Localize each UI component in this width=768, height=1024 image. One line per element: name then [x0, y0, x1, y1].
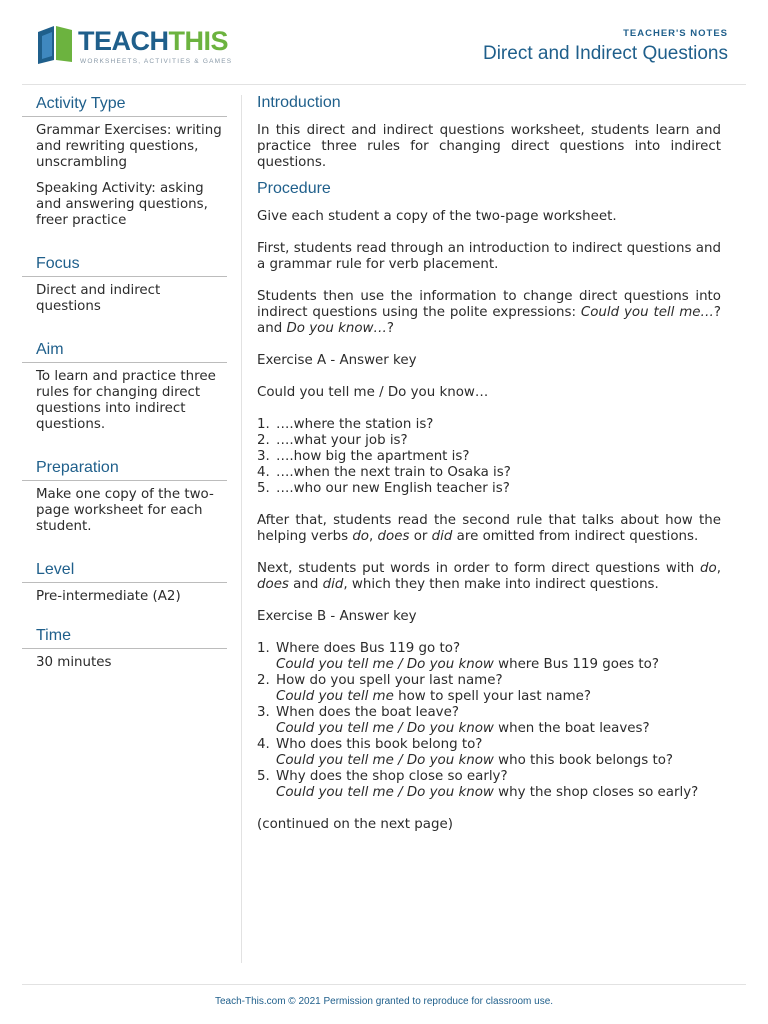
brand-wordmark [78, 26, 228, 57]
text-run: how to spell your last name? [393, 689, 591, 704]
item-text: ….where the station is? [276, 417, 434, 432]
brand-word-this: THIS [168, 26, 229, 56]
text-run-italic: Could you tell me / Do you know [276, 785, 494, 800]
activity-type-section [22, 95, 227, 229]
focus-section [22, 255, 227, 315]
teachers-notes-label: TEACHER'S NOTES [623, 28, 728, 39]
item-question: When does the boat leave? [276, 705, 459, 720]
section-title: Activity Type [22, 95, 227, 117]
continued-note: (continued on the next page) [257, 817, 453, 832]
level-section [22, 561, 227, 605]
section-body [22, 649, 227, 671]
introduction-heading: Introduction [257, 94, 341, 111]
text-run-italic: do [352, 529, 370, 544]
text-run: , [369, 529, 378, 544]
item-answer [257, 785, 721, 801]
text-run-italic: do [700, 561, 717, 576]
list-item [257, 705, 721, 721]
item-answer [257, 689, 721, 705]
list-item [257, 641, 721, 657]
activity-type-item: Grammar Exercises: writing and rewriting questions, unscrambling [36, 123, 222, 170]
item-question: How do you spell your last name? [276, 673, 503, 688]
text-run-italic: Could you tell me [276, 689, 394, 704]
exercise-a-lead: Could you tell me / Do you know… [257, 385, 489, 400]
item-answer [257, 721, 721, 737]
exercise-a-title: Exercise A - Answer key [257, 353, 417, 368]
footer-divider [22, 984, 746, 985]
item-number: 1. [257, 417, 270, 432]
column-divider [241, 95, 242, 963]
section-title: Aim [22, 341, 227, 363]
aim-text: To learn and practice three rules for changing direct questions into indirect questions. [36, 369, 216, 432]
list-item [257, 481, 721, 497]
text-run-italic: Do you know… [286, 321, 387, 336]
text-run-italic: Could you tell me / Do you know [276, 721, 494, 736]
text-run-italic: Could you tell me… [580, 305, 714, 320]
list-item [257, 465, 721, 481]
level-text: Pre-intermediate (A2) [36, 589, 181, 604]
header-divider [22, 84, 746, 85]
sidebar [22, 95, 227, 697]
procedure-paragraph [257, 289, 721, 337]
section-body [22, 363, 227, 433]
time-section [22, 627, 227, 671]
item-answer [257, 657, 721, 673]
footer-copyright: Teach-This.com © 2021 Permission granted to reproduce for classroom use. [214, 996, 554, 1007]
item-number: 3. [257, 705, 270, 720]
brand-word-teach: TEACH [78, 26, 169, 56]
section-body [22, 277, 227, 315]
text-run: and [288, 577, 323, 592]
procedure-paragraph [257, 513, 721, 545]
list-item [257, 449, 721, 465]
item-text: ….how big the apartment is? [276, 449, 470, 464]
text-run: Students then use the information to change direct questions into indirect questions using the polite expressions: [257, 289, 721, 320]
item-number: 4. [257, 737, 270, 752]
exercise-a-list [257, 417, 721, 497]
introduction-text: In this direct and indirect questions worksheet, students learn and practice three rules for changing direct questions into indirect questions. [257, 123, 721, 170]
text-run-italic: does [377, 529, 410, 544]
text-run: who this book belongs to? [493, 753, 674, 768]
item-text: ….when the next train to Osaka is? [276, 465, 511, 480]
section-body [22, 117, 227, 229]
item-number: 2. [257, 433, 270, 448]
item-number: 4. [257, 465, 270, 480]
section-body [22, 481, 227, 535]
list-item [257, 417, 721, 433]
item-answer [257, 753, 721, 769]
text-run-italic: does [257, 577, 289, 592]
item-text: ….who our new English teacher is? [276, 481, 510, 496]
text-run: or [409, 529, 432, 544]
preparation-text: Make one copy of the two-page worksheet for each student. [36, 487, 214, 534]
preparation-section [22, 459, 227, 535]
item-question: Why does the shop close so early? [276, 769, 508, 784]
text-run: Next, students put words in order to form direct questions with [257, 561, 701, 576]
list-item [257, 737, 721, 753]
text-run: why the shop closes so early? [493, 785, 699, 800]
text-run-italic: did [431, 529, 453, 544]
text-run-italic: did [322, 577, 344, 592]
text-run: After that, students read the second rule that talks about how the helping verbs [257, 513, 721, 544]
section-title: Focus [22, 255, 227, 277]
text-run: are omitted from indirect questions. [452, 529, 699, 544]
section-body [22, 583, 227, 605]
procedure-paragraph: Give each student a copy of the two-page worksheet. [257, 209, 617, 224]
brand-tagline: WORKSHEETS, ACTIVITIES & GAMES [80, 58, 233, 65]
section-title: Time [22, 627, 227, 649]
exercise-b-list [257, 641, 721, 801]
exercise-b-title: Exercise B - Answer key [257, 609, 417, 624]
text-run: when the boat leaves? [493, 721, 650, 736]
procedure-paragraph [257, 561, 721, 593]
procedure-paragraph: First, students read through an introduction to indirect questions and a grammar rule for verb placement. [257, 241, 721, 272]
item-number: 5. [257, 769, 270, 784]
list-item [257, 673, 721, 689]
item-question: Where does Bus 119 go to? [276, 641, 461, 656]
list-item [257, 433, 721, 449]
brand-logo [36, 22, 236, 68]
item-text: ….what your job is? [276, 433, 408, 448]
text-run-italic: Could you tell me / Do you know [276, 753, 494, 768]
text-run: , which they then make into indirect questions. [343, 577, 659, 592]
main-content [257, 95, 721, 849]
item-number: 3. [257, 449, 270, 464]
section-title: Level [22, 561, 227, 583]
text-run-italic: Could you tell me / Do you know [276, 657, 494, 672]
aim-section [22, 341, 227, 433]
list-item [257, 769, 721, 785]
activity-type-item: Speaking Activity: asking and answering questions, freer practice [36, 181, 208, 228]
book-icon [36, 24, 74, 64]
text-run: ? and [257, 305, 721, 336]
procedure-heading: Procedure [257, 180, 331, 197]
focus-text: Direct and indirect questions [36, 283, 161, 314]
text-run: where Bus 119 goes to? [493, 657, 659, 672]
text-run: ? [386, 321, 394, 336]
page-title: Direct and Indirect Questions [482, 43, 728, 64]
item-question: Who does this book belong to? [276, 737, 483, 752]
text-run: , [716, 561, 721, 576]
item-number: 5. [257, 481, 270, 496]
section-title: Preparation [22, 459, 227, 481]
item-number: 1. [257, 641, 270, 656]
time-text: 30 minutes [36, 655, 112, 670]
item-number: 2. [257, 673, 270, 688]
